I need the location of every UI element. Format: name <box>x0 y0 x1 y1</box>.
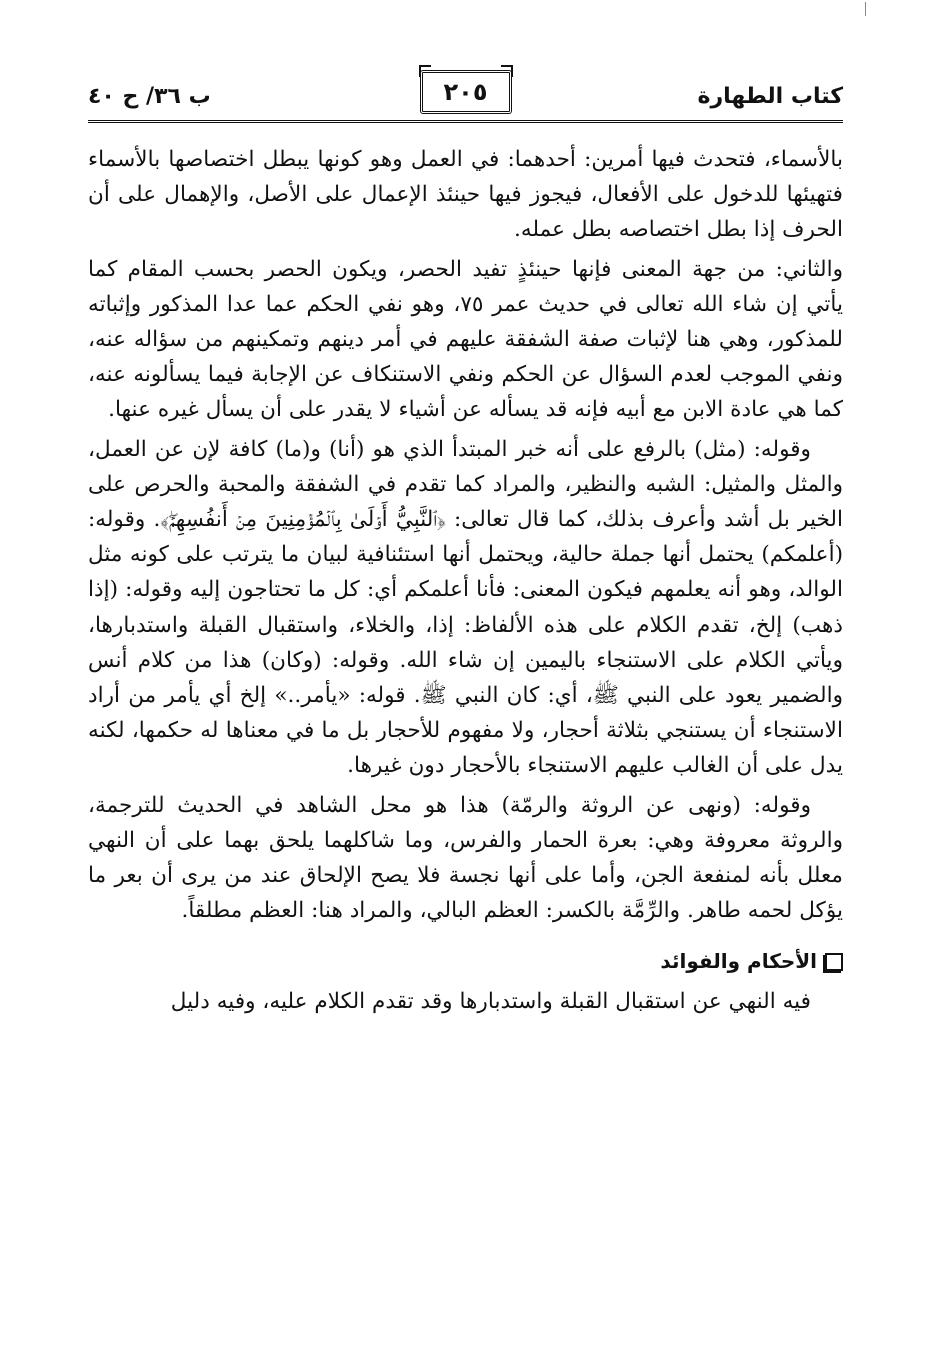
page-content <box>88 126 843 1019</box>
paragraph-3: وقوله: (مثل) بالرفع على أنه خبر المبتدأ الذي هو (أنا) و(ما) كافة لإن عن العمل، والمثل والمثيل: الشبه والنظير، والمراد كما تقدم في الشفقة والمحبة والحرص على الخير بل أشد وأعرف بذلك، كما قال تعالى: ﴿ٱلنَّبِيُّ أَوۡلَىٰ بِٱلۡمُؤۡمِنِينَ مِنۡ أَنفُسِهِمۡۖ﴾. وقوله: (أعلمكم) يحتمل أنها جملة حالية، ويحتمل أنها استئنافية لبيان ما يترتب على كونه مثل الوالد، وهو أنه يعلمهم فيكون المعنى: فأنا أعلمكم أي: كل ما تحتاجون إليه وقوله: (إذا ذهب) إلخ، تقدم الكلام على هذه الألفاظ: إذا، والخلاء، واستقبال القبلة واستدبارها، ويأتي الكلام على الاستنجاء باليمين إن شاء الله. وقوله: (وكان) هذا من كلام أنس والضمير يعود على النبي ﷺ، أي: كان النبي ﷺ. قوله: «يأمر..» إلخ أي يأمر من أراد الاستنجاء أن يستنجي بثلاثة أحجار، ولا مفهوم للأحجار بل ما في معناها له حكمها، لكنه يدل على أن الغالب عليهم الاستنجاء بالأحجار دون غيرها. <box>88 436 843 779</box>
paragraph-2: والثاني: من جهة المعنى فإنها حينئذٍ تفيد الحصر، ويكون الحصر بحسب المقام كما يأتي إن شاء الله تعالى في حديث عمر ٧٥، وهو نفي الحكم عما عدا المذكور وإثباته للمذكور، وهي هنا لإثبات صفة الشفقة عليهم في أمر دينهم وتمكينهم من سؤاله عنه، ونفي الموجب لعدم السؤال عن الحكم ونفي الاستنكاف عن الإجابة فيما يسألونه عنه، كما هي عادة الابن مع أبيه فإنه قد يسأله عن أشياء لا يقدر على أن يسأل غيره عنها. <box>88 256 843 423</box>
page-number: ٢٠٥ <box>420 70 512 114</box>
page-header <box>88 58 843 120</box>
section-heading <box>88 944 843 979</box>
section-heading-text: الأحكام والفوائد <box>660 949 817 974</box>
book-title: كتاب الطهارة <box>697 84 843 109</box>
section-first-line: فيه النهي عن استقبال القبلة واستدبارها وقد تقدم الكلام عليه، وفيه دليل <box>170 988 811 1014</box>
paragraph-1: بالأسماء، فتحدث فيها أمرين: أحدهما: في العمل وهو كونها يبطل اختصاصها بالأسماء فتهيئها للدخول على الأفعال، فيجوز فيها حينئذ الإعمال على الأصل، والإهمال على أن الحرف إذا بطل اختصاصه بطل عمله. <box>88 147 843 243</box>
reference-label: ب ٣٦/ ح ٤٠ <box>88 84 211 109</box>
square-bullet-icon <box>825 953 843 971</box>
paragraph-4: وقوله: (ونهى عن الروثة والرمّة) هذا هو محل الشاهد في الحديث للترجمة، والروثة معروفة وهي: بعرة الحمار والفرس، وما شاكلهما يلحق بهما على أن النهي معلل بأنه لمنفعة الجن، وأما على أنها نجسة فلا يصح الإلحاق عند من يرى أن بعر ما يؤكل لحمه طاهر. والرِّمَّة بالكسر: العظم البالي، والمراد هنا: العظم مطلقاً. <box>88 792 843 924</box>
page <box>88 58 843 1019</box>
corner-mark <box>865 2 866 16</box>
